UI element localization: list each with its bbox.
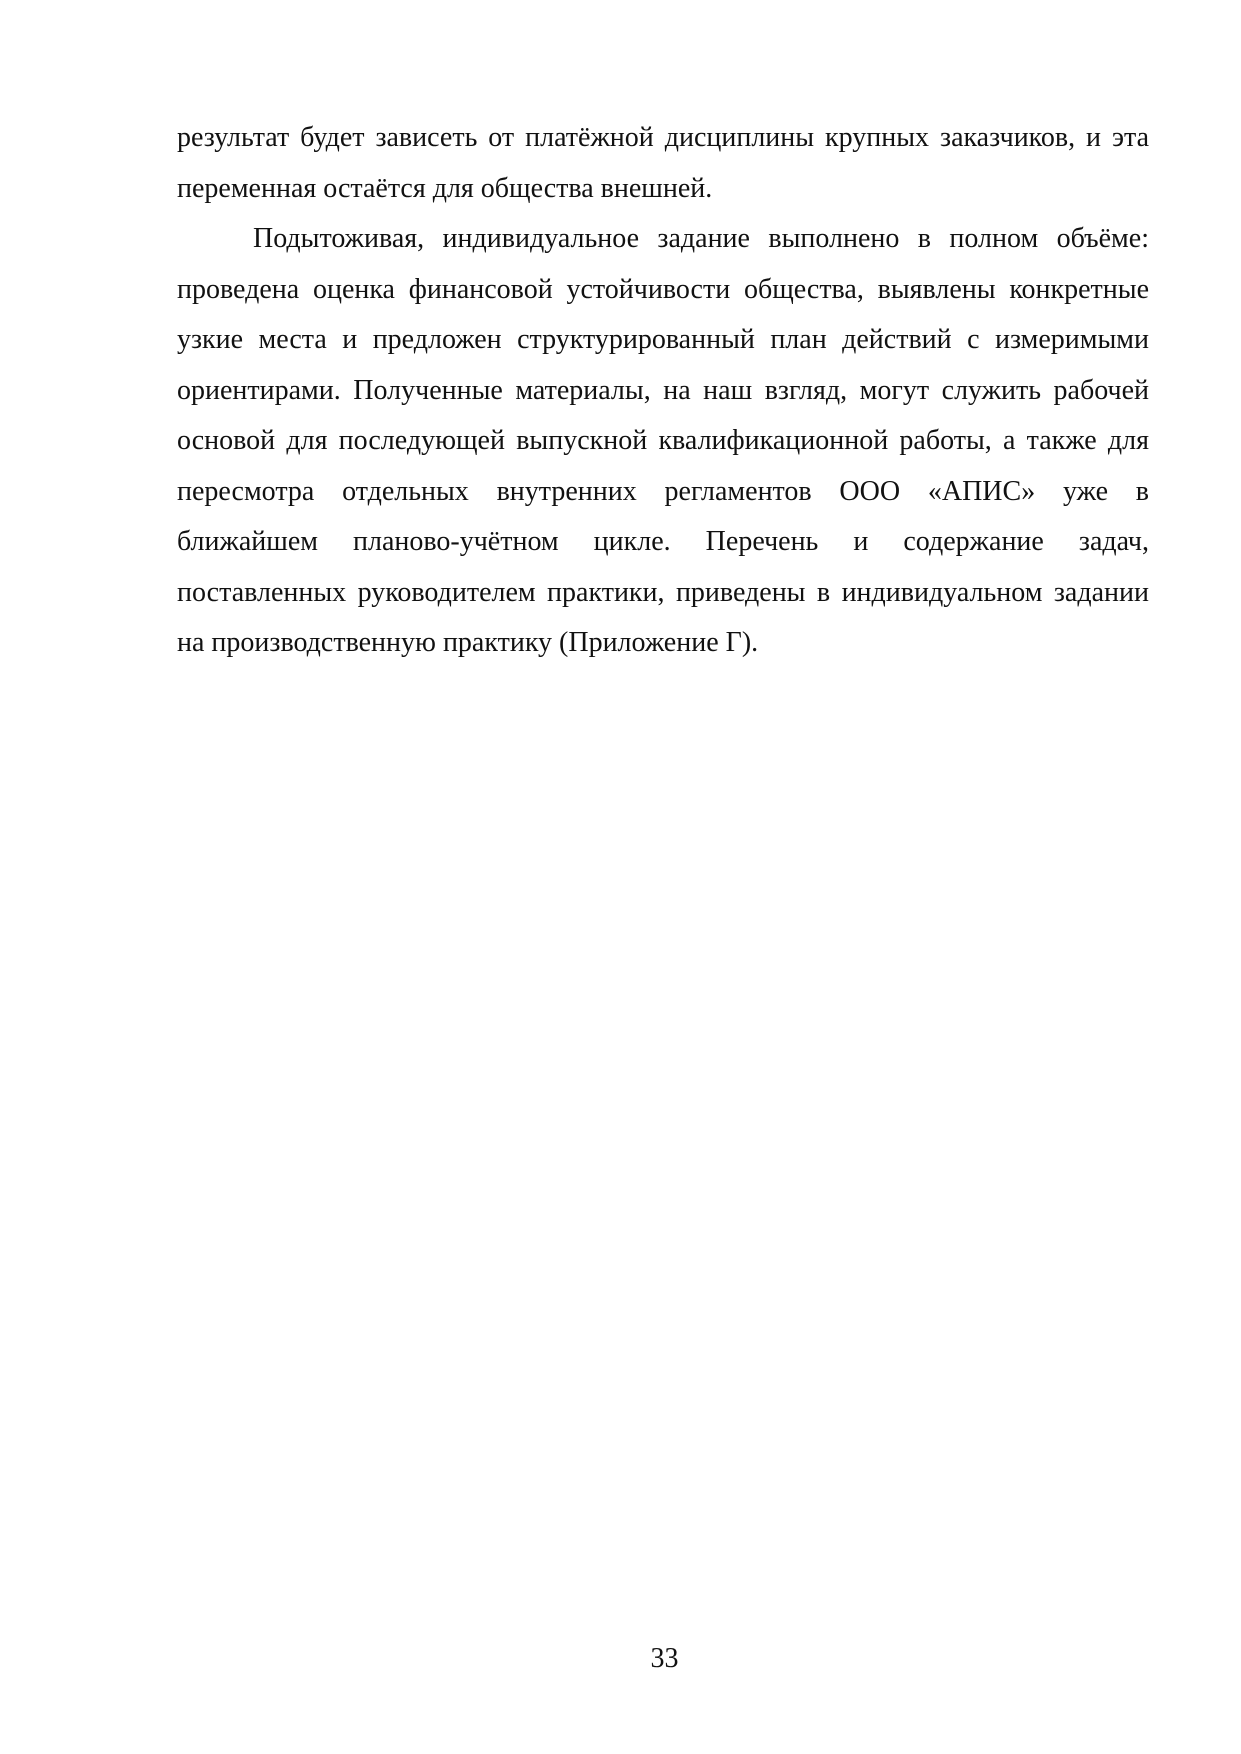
paragraph-continuation: результат будет зависеть от платёжной дисциплины крупных заказчиков, и эта переменная остаётся для общества внешней. [177, 122, 1149, 204]
paragraph-summary: Подытоживая, индивидуальное задание выполнено в полном объёме: проведена оценка финансовой устойчивости общества, выявлены конкретные узкие места и предложен структурированный план действий с измеримыми ориентирами. Полученные материалы, на наш взгляд, могут служить рабочей основой для последующей выпускной квалификационной работы, а также для пересмотра отдельных внутренних регламентов ООО «АПИС» уже в ближайшем планово-учётном цикле. Перечень и содержание задач, поставленных руководителем практики, приведены в индивидуальном задании на производственную практику (Приложение Г). [177, 223, 1149, 658]
body-text [177, 113, 1149, 669]
page-number: 33 [650, 1643, 679, 1674]
